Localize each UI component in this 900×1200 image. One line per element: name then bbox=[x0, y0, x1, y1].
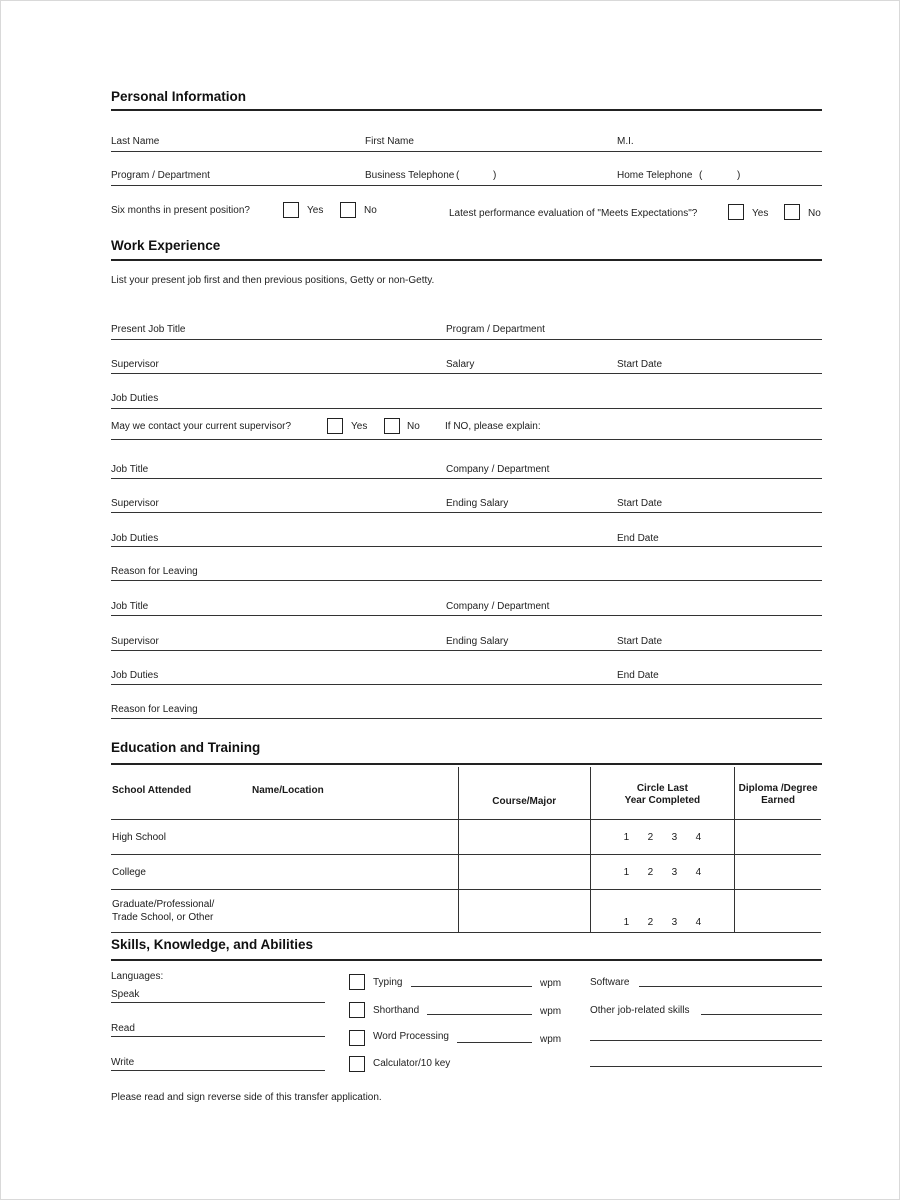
section-rule bbox=[111, 259, 822, 261]
calculator-checkbox[interactable] bbox=[349, 1056, 365, 1072]
explain-field-line[interactable] bbox=[111, 439, 822, 440]
performance-no-checkbox[interactable] bbox=[784, 204, 800, 220]
reason-leaving-field-line[interactable] bbox=[111, 580, 822, 581]
diploma-column-header bbox=[735, 767, 821, 820]
languages-label: Languages: bbox=[111, 971, 164, 982]
circle-last-header: Circle Last bbox=[636, 783, 688, 794]
year-cell[interactable] bbox=[590, 890, 735, 933]
no-label: No bbox=[407, 421, 420, 432]
word-processing-field-line[interactable] bbox=[457, 1042, 532, 1043]
reason-leaving-field-line[interactable] bbox=[111, 718, 822, 719]
yes-label: Yes bbox=[351, 421, 368, 432]
year-3[interactable]: 3 bbox=[671, 831, 678, 843]
year-1[interactable]: 1 bbox=[623, 831, 630, 843]
yes-label: Yes bbox=[752, 208, 769, 219]
year-cell[interactable] bbox=[590, 855, 735, 890]
school-cell[interactable] bbox=[111, 890, 458, 933]
job-duties-label: Job Duties bbox=[111, 393, 159, 404]
skills-heading: Skills, Knowledge, and Abilities bbox=[111, 937, 314, 952]
year-2[interactable]: 2 bbox=[647, 866, 654, 878]
year-2[interactable]: 2 bbox=[647, 831, 654, 843]
software-label: Software bbox=[590, 977, 630, 988]
section-rule bbox=[111, 959, 822, 961]
name-field-line[interactable] bbox=[111, 151, 822, 152]
typing-checkbox[interactable] bbox=[349, 974, 365, 990]
shorthand-label: Shorthand bbox=[373, 1005, 420, 1016]
personal-information-heading: Personal Information bbox=[111, 89, 247, 104]
education-table bbox=[111, 767, 821, 933]
job-duties-label: Job Duties bbox=[111, 670, 159, 681]
year-3[interactable]: 3 bbox=[671, 917, 678, 928]
school-row-label: High School bbox=[112, 831, 166, 843]
year-cell[interactable] bbox=[590, 820, 735, 855]
diploma-cell[interactable] bbox=[735, 855, 821, 890]
wpm-label: wpm bbox=[540, 1034, 562, 1045]
year-4[interactable]: 4 bbox=[695, 831, 702, 843]
course-major-header: Course/Major bbox=[492, 795, 557, 807]
school-attended-header: School Attended bbox=[112, 785, 192, 796]
job-title-field-line[interactable] bbox=[111, 615, 822, 616]
write-field-line[interactable] bbox=[111, 1070, 325, 1071]
six-months-label: Six months in present position? bbox=[111, 205, 250, 216]
paren-open: ( bbox=[456, 170, 460, 181]
table-row bbox=[111, 890, 821, 933]
year-3[interactable]: 3 bbox=[671, 866, 678, 878]
end-date-label: End Date bbox=[617, 670, 659, 681]
other-skills-field-line-2[interactable] bbox=[590, 1040, 822, 1041]
job-title-label: Job Title bbox=[111, 601, 149, 612]
contact-no-checkbox[interactable] bbox=[384, 418, 400, 434]
education-table-header bbox=[111, 767, 821, 820]
year-4[interactable]: 4 bbox=[695, 866, 702, 878]
job-duties-field-line[interactable] bbox=[111, 684, 822, 685]
ending-salary-label: Ending Salary bbox=[446, 636, 509, 647]
read-field-line[interactable] bbox=[111, 1036, 325, 1037]
paren-open: ( bbox=[699, 170, 703, 181]
course-cell[interactable] bbox=[458, 890, 590, 933]
course-cell[interactable] bbox=[458, 855, 590, 890]
typing-field-line[interactable] bbox=[411, 986, 532, 987]
paren-close: ) bbox=[493, 170, 497, 181]
year-4[interactable]: 4 bbox=[695, 917, 702, 928]
footer-note: Please read and sign reverse side of this transfer application. bbox=[111, 1092, 382, 1103]
supervisor-field-line[interactable] bbox=[111, 373, 822, 374]
job-duties-field-line[interactable] bbox=[111, 408, 822, 409]
first-name-label: First Name bbox=[365, 136, 414, 147]
job-title-field-line[interactable] bbox=[111, 478, 822, 479]
six-months-no-checkbox[interactable] bbox=[340, 202, 356, 218]
write-label: Write bbox=[111, 1057, 135, 1068]
no-label: No bbox=[808, 208, 821, 219]
supervisor-field-line[interactable] bbox=[111, 650, 822, 651]
section-rule bbox=[111, 109, 822, 111]
shorthand-field-line[interactable] bbox=[427, 1014, 532, 1015]
read-label: Read bbox=[111, 1023, 135, 1034]
work-instruction: List your present job first and then previous positions, Getty or non-Getty. bbox=[111, 275, 435, 286]
ending-salary-label: Ending Salary bbox=[446, 498, 509, 509]
start-date-label: Start Date bbox=[617, 636, 663, 647]
circle-year-column-header bbox=[590, 767, 735, 820]
word-processing-label: Word Processing bbox=[373, 1031, 449, 1042]
diploma-degree-header: Diploma /Degree bbox=[738, 783, 818, 794]
reason-leaving-label: Reason for Leaving bbox=[111, 566, 198, 577]
table-row bbox=[111, 855, 821, 890]
earned-header: Earned bbox=[761, 795, 796, 806]
job-duties-field-line[interactable] bbox=[111, 546, 822, 547]
school-row-label-line2: Trade School, or Other bbox=[112, 912, 214, 923]
contact-yes-checkbox[interactable] bbox=[327, 418, 343, 434]
present-job-field-line[interactable] bbox=[111, 339, 822, 340]
supervisor-label: Supervisor bbox=[111, 636, 159, 647]
word-processing-checkbox[interactable] bbox=[349, 1030, 365, 1046]
school-row-label: Graduate/Professional/ bbox=[112, 899, 215, 910]
table-row bbox=[111, 820, 821, 855]
no-label: No bbox=[364, 205, 377, 216]
performance-yes-checkbox[interactable] bbox=[728, 204, 744, 220]
other-skills-label: Other job-related skills bbox=[590, 1005, 690, 1016]
business-telephone-label: Business Telephone bbox=[365, 170, 455, 181]
calculator-label: Calculator/10 key bbox=[373, 1058, 451, 1069]
last-name-label: Last Name bbox=[111, 136, 160, 147]
school-cell[interactable] bbox=[111, 820, 458, 855]
performance-label: Latest performance evaluation of "Meets Expectations"? bbox=[449, 208, 698, 219]
six-months-yes-checkbox[interactable] bbox=[283, 202, 299, 218]
yes-label: Yes bbox=[307, 205, 324, 216]
diploma-cell[interactable] bbox=[735, 890, 821, 933]
program-department-label: Program / Department bbox=[111, 170, 210, 181]
present-job-title-label: Present Job Title bbox=[111, 324, 186, 335]
supervisor-label: Supervisor bbox=[111, 359, 159, 370]
salary-label: Salary bbox=[446, 359, 475, 370]
work-experience-heading: Work Experience bbox=[111, 238, 221, 253]
wpm-label: wpm bbox=[540, 1006, 562, 1017]
company-department-label: Company / Department bbox=[446, 464, 550, 475]
other-skills-field-line[interactable] bbox=[701, 1014, 822, 1015]
year-1[interactable]: 1 bbox=[623, 866, 630, 878]
shorthand-checkbox[interactable] bbox=[349, 1002, 365, 1018]
course-column-header bbox=[458, 767, 590, 820]
reason-leaving-label: Reason for Leaving bbox=[111, 704, 198, 715]
start-date-label: Start Date bbox=[617, 498, 663, 509]
year-2[interactable]: 2 bbox=[647, 917, 654, 928]
company-department-label: Company / Department bbox=[446, 601, 550, 612]
program-department-label: Program / Department bbox=[446, 324, 545, 335]
course-cell[interactable] bbox=[458, 820, 590, 855]
school-row-label: College bbox=[112, 866, 146, 878]
paren-close: ) bbox=[737, 170, 741, 181]
speak-field-line[interactable] bbox=[111, 1002, 325, 1003]
start-date-label: Start Date bbox=[617, 359, 663, 370]
job-title-label: Job Title bbox=[111, 464, 149, 475]
other-skills-field-line-3[interactable] bbox=[590, 1066, 822, 1067]
school-column-header bbox=[111, 767, 458, 820]
mi-label: M.I. bbox=[617, 136, 634, 147]
year-1[interactable]: 1 bbox=[623, 917, 630, 928]
may-contact-label: May we contact your current supervisor? bbox=[111, 421, 292, 432]
job-duties-label: Job Duties bbox=[111, 533, 159, 544]
wpm-label: wpm bbox=[540, 978, 562, 989]
supervisor-field-line[interactable] bbox=[111, 512, 822, 513]
section-rule bbox=[111, 763, 822, 765]
end-date-label: End Date bbox=[617, 533, 659, 544]
software-field-line[interactable] bbox=[639, 986, 822, 987]
education-heading: Education and Training bbox=[111, 740, 261, 755]
supervisor-label: Supervisor bbox=[111, 498, 159, 509]
diploma-cell[interactable] bbox=[735, 820, 821, 855]
name-location-header: Name/Location bbox=[252, 785, 324, 796]
if-no-label: If NO, please explain: bbox=[445, 421, 541, 432]
year-completed-header: Year Completed bbox=[624, 795, 701, 806]
home-telephone-label: Home Telephone bbox=[617, 170, 693, 181]
typing-label: Typing bbox=[373, 977, 403, 988]
program-phone-field-line[interactable] bbox=[111, 185, 822, 186]
school-cell[interactable] bbox=[111, 855, 458, 890]
speak-label: Speak bbox=[111, 989, 140, 1000]
